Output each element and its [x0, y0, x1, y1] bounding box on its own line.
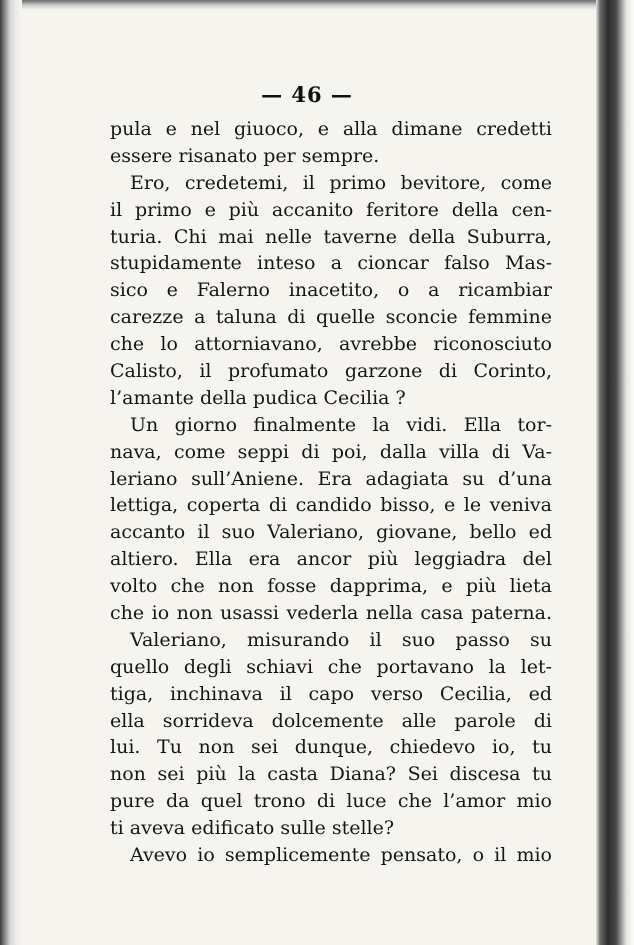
text-line: nava, come seppi di poi, dalla villa di Va-: [110, 440, 552, 463]
text-line: stupidamente inteso a cioncar falso Mas-: [110, 252, 552, 275]
text-line: pula e nel giuoco, e alla dimane credetti: [110, 118, 552, 140]
page-top-edge: [0, 0, 634, 10]
text-line: Ero, credetemi, il primo bevitore, come: [130, 171, 552, 194]
text-line: l’amante della pudica Cecilia ?: [110, 386, 406, 409]
text-line: che lo attorniavano, avrebbe riconosciuto: [110, 333, 552, 356]
text-line: sico e Falerno inacetito, o a ricambiar: [110, 279, 552, 302]
text-line: volto che non fosse dapprima, e più lieta: [110, 575, 552, 598]
text-line: quello degli schiavi che portavano la let-: [110, 655, 552, 678]
text-line: carezze a taluna di quelle sconcie femmine: [110, 306, 552, 329]
page-number: — 46 —: [261, 82, 353, 107]
text-line: pure da quel trono di luce che l’amor mio: [110, 790, 552, 813]
page-right-edge: [596, 0, 634, 945]
body-text: [110, 116, 552, 869]
text-line: tiga, inchinava il capo verso Cecilia, ed: [110, 682, 552, 705]
text-line: non sei più la casta Diana? Sei discesa tu: [110, 763, 552, 786]
text-line: essere risanato per sempre.: [110, 144, 380, 167]
text-line: leriano sull’Aniene. Era adagiata su d’una: [110, 467, 552, 490]
text-line: Calisto, il profumato garzone di Corinto,: [110, 360, 552, 383]
text-line: altiero. Ella era ancor più leggiadra del: [110, 548, 552, 571]
text-line: che io non usassi vederla nella casa paterna.: [110, 602, 552, 625]
text-line: ella sorrideva dolcemente alle parole di: [110, 709, 552, 732]
text-line: ti aveva edificato sulle stelle?: [110, 817, 395, 840]
text-line: Valeriano, misurando il suo passo su: [130, 628, 552, 651]
page-binding-gutter: [0, 0, 22, 945]
text-line: Un giorno finalmente la vidi. Ella tor-: [130, 413, 552, 436]
text-line: turia. Chi mai nelle taverne della Suburra,: [110, 225, 552, 248]
text-line: il primo e più accanito feritore della cen-: [110, 198, 552, 221]
text-line: Avevo io semplicemente pensato, o il mio: [130, 844, 552, 867]
text-line: lettiga, coperta di candido bisso, e le veniva: [110, 494, 552, 517]
text-line: accanto il suo Valeriano, giovane, bello ed: [110, 521, 552, 544]
text-line: lui. Tu non sei dunque, chiedevo io, tu: [110, 736, 552, 759]
